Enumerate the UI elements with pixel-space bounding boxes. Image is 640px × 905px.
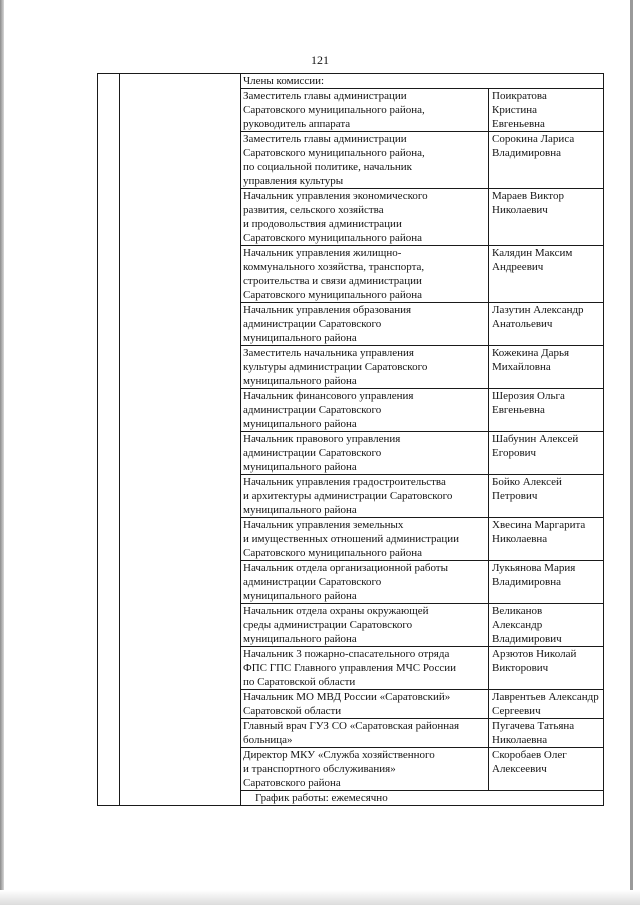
member-name: Шабунин Алексей Егорович	[489, 432, 604, 475]
member-position: Начальник управления экономического развития, сельского хозяйства и продовольствия администрации Саратовского муниципального района	[241, 189, 489, 246]
member-name: Мараев Виктор Николаевич	[489, 189, 604, 246]
member-position: Начальник управления жилищно- коммунального хозяйства, транспорта, строительства и связи администрации Саратовского муниципального района	[241, 246, 489, 303]
side-cell-wide	[120, 74, 241, 806]
member-name: Лукьянова Мария Владимировна	[489, 561, 604, 604]
member-name: Калядин Максим Андреевич	[489, 246, 604, 303]
member-position: Начальник отдела организационной работы администрации Саратовского муниципального района	[241, 561, 489, 604]
member-position: Начальник управления образования администрации Саратовского муниципального района	[241, 303, 489, 346]
member-position: Начальник 3 пожарно-спасательного отряда ФПС ГПС Главного управления МЧС России по Саратовской области	[241, 647, 489, 690]
member-name: Бойко Алексей Петрович	[489, 475, 604, 518]
member-position: Начальник управления земельных и имущественных отношений администрации Саратовского муниципального района	[241, 518, 489, 561]
commission-table	[97, 73, 604, 806]
member-name: Шерозия Ольга Евгеньевна	[489, 389, 604, 432]
member-position: Начальник правового управления администрации Саратовского муниципального района	[241, 432, 489, 475]
member-position: Заместитель главы администрации Саратовского муниципального района, руководитель аппарата	[241, 89, 489, 132]
member-name: Поикратова Кристина Евгеньевна	[489, 89, 604, 132]
header-row	[98, 74, 604, 89]
member-name: Кожекина Дарья Михайловна	[489, 346, 604, 389]
page-number: 121	[311, 53, 329, 67]
member-name: Великанов Александр Владимирович	[489, 604, 604, 647]
scan-right-edge	[630, 0, 633, 905]
member-position: Начальник управления градостроительства и архитектуры администрации Саратовского муниципального района	[241, 475, 489, 518]
commission-members-header: Члены комиссии:	[241, 74, 604, 89]
scan-bottom-edge	[0, 890, 640, 905]
work-schedule: График работы: ежемесячно	[241, 791, 604, 806]
member-name: Скоробаев Олег Алексеевич	[489, 748, 604, 791]
member-position: Начальник финансового управления администрации Саратовского муниципального района	[241, 389, 489, 432]
member-position: Заместитель начальника управления культуры администрации Саратовского муниципального района	[241, 346, 489, 389]
member-position: Главный врач ГУЗ СО «Саратовская районная больница»	[241, 719, 489, 748]
member-position: Начальник МО МВД России «Саратовский» Саратовской области	[241, 690, 489, 719]
member-name: Лазутин Александр Анатольевич	[489, 303, 604, 346]
member-name: Пугачева Татьяна Николаевна	[489, 719, 604, 748]
member-position: Директор МКУ «Служба хозяйственного и транспортного обслуживания» Саратовского района	[241, 748, 489, 791]
member-position: Начальник отдела охраны окружающей среды администрации Саратовского муниципального района	[241, 604, 489, 647]
table-body	[98, 74, 604, 806]
member-name: Арзютов Николай Викторович	[489, 647, 604, 690]
scan-left-edge	[0, 0, 4, 905]
member-position: Заместитель главы администрации Саратовского муниципального района, по социальной политике, начальник управления культуры	[241, 132, 489, 189]
member-name: Сорокина Лариса Владимировна	[489, 132, 604, 189]
member-name: Хвесина Маргарита Николаевна	[489, 518, 604, 561]
member-name: Лаврентьев Александр Сергеевич	[489, 690, 604, 719]
side-cell-narrow	[98, 74, 120, 806]
